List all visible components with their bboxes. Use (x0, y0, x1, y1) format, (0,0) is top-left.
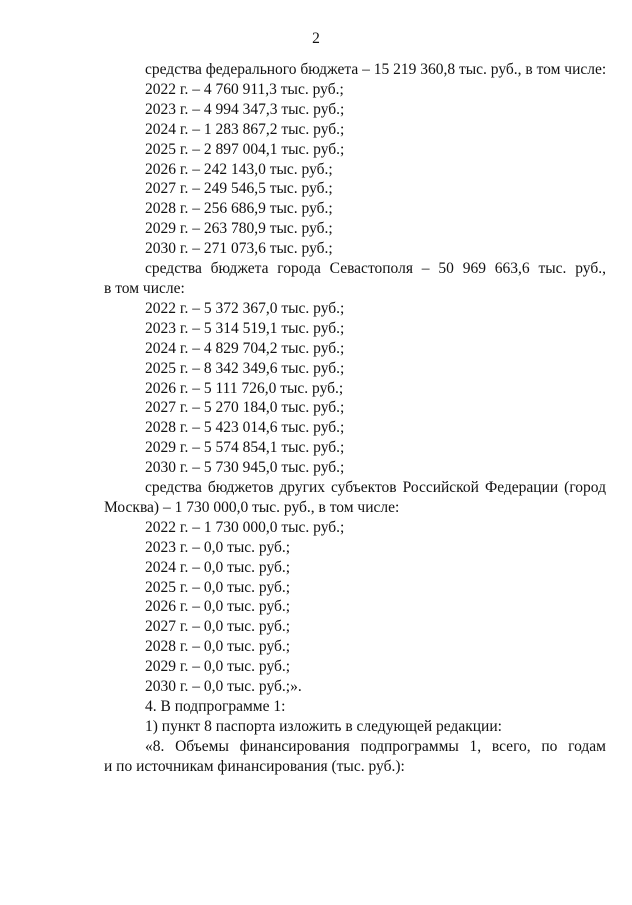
other-subjects-year-2028: 2028 г. – 0,0 тыс. руб.; (145, 638, 291, 656)
other-subjects-year-2030: 2030 г. – 0,0 тыс. руб.;». (145, 678, 302, 696)
sevastopol-year-2024: 2024 г. – 4 829 704,2 тыс. руб.; (145, 339, 345, 357)
federal-year-2024: 2024 г. – 1 283 867,2 тыс. руб.; (145, 120, 345, 138)
sevastopol-budget-intro: средства бюджета города Севастополя – 50 969 663,6 тыс. руб., (145, 260, 606, 278)
federal-year-2022: 2022 г. – 4 760 911,3 тыс. руб.; (145, 80, 344, 98)
sevastopol-year-2027: 2027 г. – 5 270 184,0 тыс. руб.; (145, 399, 345, 417)
subprogram-heading: 4. В подпрограмме 1: (145, 698, 286, 715)
federal-year-2023: 2023 г. – 4 994 347,3 тыс. руб.; (145, 100, 345, 118)
sevastopol-year-2023: 2023 г. – 5 314 519,1 тыс. руб.; (145, 319, 345, 337)
sevastopol-year-2030: 2030 г. – 5 730 945,0 тыс. руб.; (145, 459, 345, 477)
other-subjects-budget-intro-cont: Москва) – 1 730 000,0 тыс. руб., в том числе: (104, 498, 400, 516)
other-subjects-year-2022: 2022 г. – 1 730 000,0 тыс. руб.; (145, 518, 345, 536)
sevastopol-year-2028: 2028 г. – 5 423 014,6 тыс. руб.; (145, 419, 345, 437)
other-subjects-year-2024: 2024 г. – 0,0 тыс. руб.; (145, 558, 291, 576)
other-subjects-year-2026: 2026 г. – 0,0 тыс. руб.; (145, 598, 291, 616)
federal-year-2028: 2028 г. – 256 686,9 тыс. руб.; (145, 200, 333, 218)
document-body (104, 60, 606, 777)
subprogram-quote-line-2: и по источникам финансирования (тыс. руб.): (104, 757, 405, 775)
federal-year-2026: 2026 г. – 242 143,0 тыс. руб.; (145, 160, 333, 178)
other-subjects-year-2029: 2029 г. – 0,0 тыс. руб.; (145, 658, 291, 676)
other-subjects-budget-intro: средства бюджетов других субъектов Российской Федерации (город (145, 479, 606, 497)
federal-budget-intro: средства федерального бюджета – 15 219 360,8 тыс. руб., в том числе: (145, 61, 607, 78)
page-number: 2 (312, 30, 320, 47)
sevastopol-budget-intro-cont: в том числе: (104, 279, 185, 297)
sevastopol-year-2026: 2026 г. – 5 111 726,0 тыс. руб.; (145, 379, 344, 397)
other-subjects-year-2027: 2027 г. – 0,0 тыс. руб.; (145, 618, 291, 636)
federal-year-2027: 2027 г. – 249 546,5 тыс. руб.; (145, 180, 333, 198)
federal-year-2025: 2025 г. – 2 897 004,1 тыс. руб.; (145, 140, 345, 158)
subprogram-item-1: 1) пункт 8 паспорта изложить в следующей редакции: (145, 717, 502, 735)
federal-year-2030: 2030 г. – 271 073,6 тыс. руб.; (145, 240, 333, 258)
sevastopol-year-2022: 2022 г. – 5 372 367,0 тыс. руб.; (145, 299, 345, 317)
sevastopol-year-2025: 2025 г. – 8 342 349,6 тыс. руб.; (145, 359, 345, 377)
federal-year-2029: 2029 г. – 263 780,9 тыс. руб.; (145, 220, 333, 238)
subprogram-quote-line-1: «8. Объемы финансирования подпрограммы 1, всего, по годам (145, 737, 606, 755)
other-subjects-year-2023: 2023 г. – 0,0 тыс. руб.; (145, 538, 291, 556)
sevastopol-year-2029: 2029 г. – 5 574 854,1 тыс. руб.; (145, 439, 345, 457)
other-subjects-year-2025: 2025 г. – 0,0 тыс. руб.; (145, 578, 291, 596)
